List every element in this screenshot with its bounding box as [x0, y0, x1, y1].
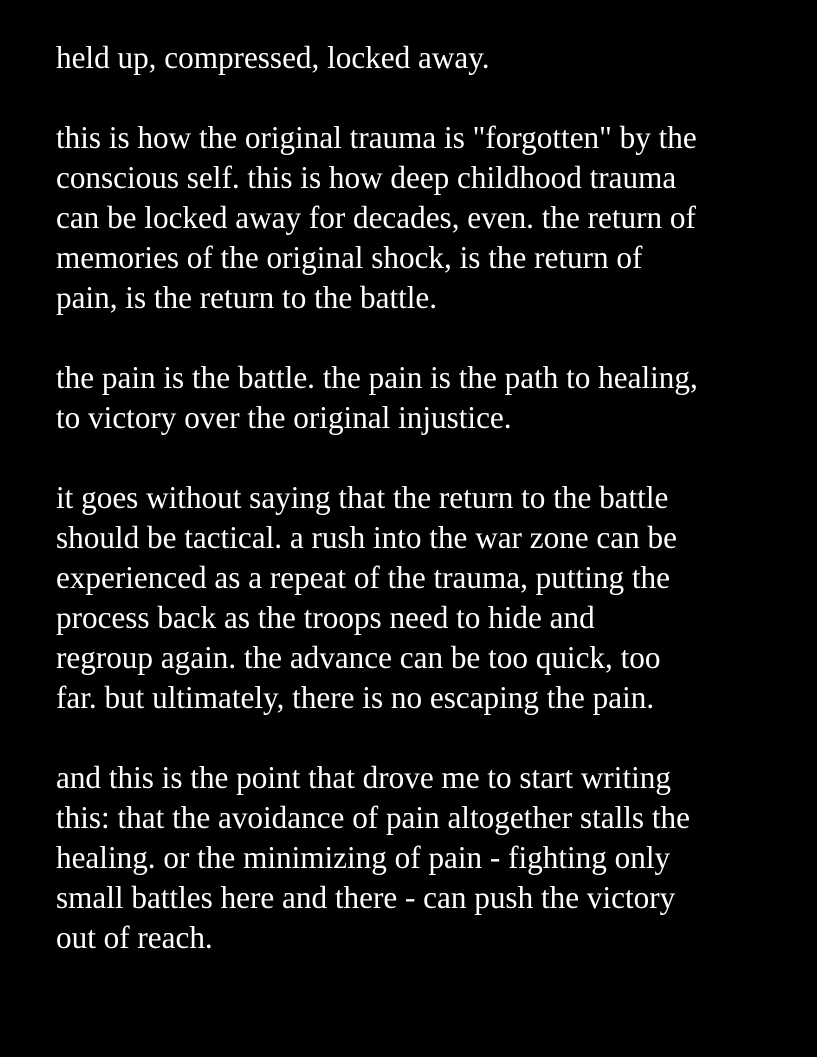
- text-line: out of reach.: [56, 920, 213, 955]
- paragraph-2: [56, 118, 796, 318]
- paragraph-1: [56, 38, 796, 78]
- paragraph-spacer: [56, 318, 796, 358]
- text-line: should be tactical. a rush into the war zone can be: [56, 520, 677, 555]
- text-line: and this is the point that drove me to start writing: [56, 760, 671, 795]
- text-line: conscious self. this is how deep childhood trauma: [56, 160, 677, 195]
- text-line: this is how the original trauma is "forgotten" by the: [56, 120, 697, 155]
- text-line: can be locked away for decades, even. the return of: [56, 200, 696, 235]
- text-line: small battles here and there - can push the victory: [56, 880, 676, 915]
- text-line: the pain is the battle. the pain is the path to healing,: [56, 360, 698, 395]
- text-line: this: that the avoidance of pain altogether stalls the: [56, 800, 690, 835]
- text-line: healing. or the minimizing of pain - fighting only: [56, 840, 671, 875]
- text-line: pain, is the return to the battle.: [56, 280, 438, 315]
- paragraph-spacer: [56, 78, 796, 118]
- text-line: far. but ultimately, there is no escaping the pain.: [56, 680, 655, 715]
- paragraph-spacer: [56, 438, 796, 478]
- text-line: experienced as a repeat of the trauma, putting the: [56, 560, 670, 595]
- document-text: [56, 38, 796, 958]
- text-line: process back as the troops need to hide and: [56, 600, 595, 635]
- text-line: regroup again. the advance can be too quick, too: [56, 640, 661, 675]
- paragraph-5: [56, 758, 796, 958]
- text-line: it goes without saying that the return to the battle: [56, 480, 669, 515]
- text-line: to victory over the original injustice.: [56, 400, 512, 435]
- paragraph-4: [56, 478, 796, 718]
- paragraph-spacer: [56, 718, 796, 758]
- text-line: memories of the original shock, is the return of: [56, 240, 643, 275]
- paragraph-3: [56, 358, 796, 438]
- text-line: held up, compressed, locked away.: [56, 40, 490, 75]
